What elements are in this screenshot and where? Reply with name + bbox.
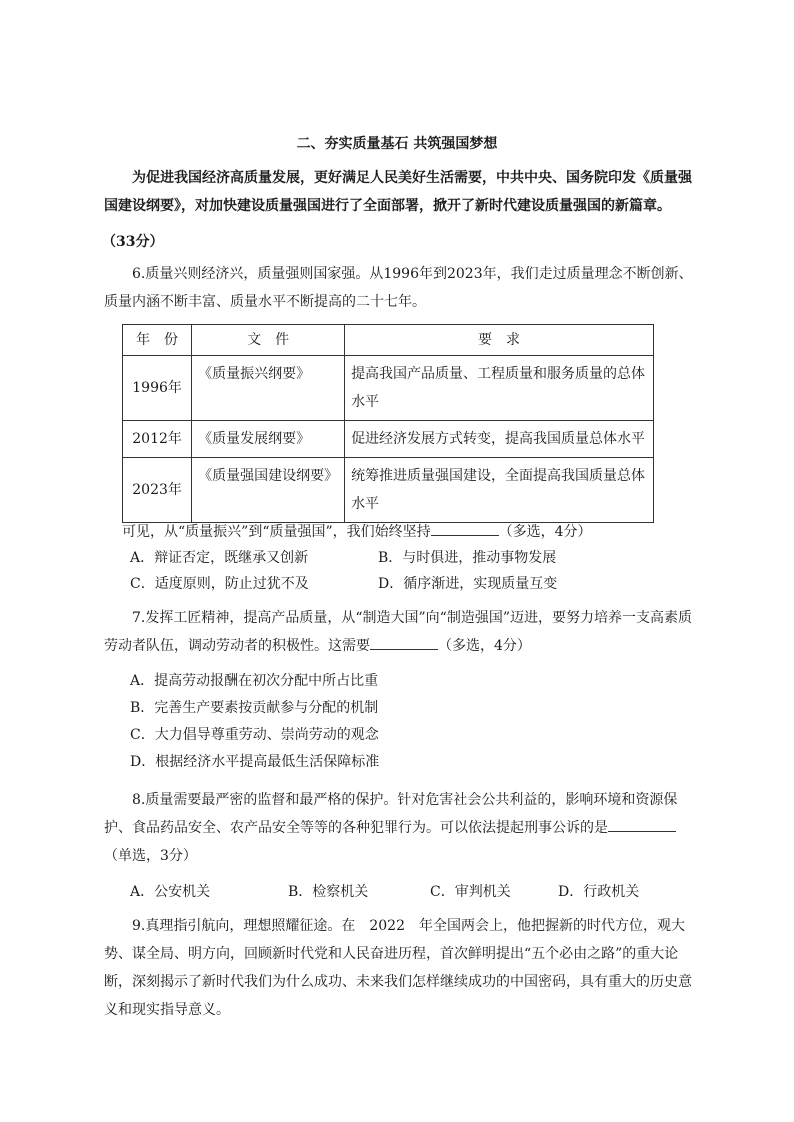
cell-document: 《质量发展纲要》 [192, 421, 345, 458]
q7-option-d[interactable]: D．根据经济水平提高最低生活保障标准 [130, 754, 380, 770]
q8-option-d[interactable]: D．行政机关 [558, 884, 640, 900]
q7-stem: 7.发挥工匠精神，提高产品质量，从“制造大国”向“制造强国”迈进，要努力培养一支高素质劳动者队伍，调动劳动者的积极性。这需要 （多选，4分） [104, 610, 692, 654]
header-requirement: 要 求 [345, 325, 654, 356]
cell-requirement: 统筹推进质量强国建设，全面提高我国质量总体水平 [345, 458, 654, 523]
q8-option-b[interactable]: B．检察机关 [288, 884, 369, 900]
q7-option-b[interactable]: B．完善生产要素按贡献参与分配的机制 [130, 700, 379, 716]
q7-option-a[interactable]: A．提高劳动报酬在初次分配中所占比重 [130, 673, 379, 689]
q6-option-b[interactable]: B．与时俱进，推动事物发展 [378, 550, 557, 566]
q6-option-d[interactable]: D．循序渐进，实现质量互变 [378, 576, 558, 592]
requirements-table [122, 324, 654, 523]
cell-requirement: 提高我国产品质量、工程质量和服务质量的总体水平 [345, 356, 654, 421]
cell-document: 《质量强国建设纲要》 [192, 458, 345, 523]
cell-year: 2023年 [123, 458, 192, 523]
section-title: 二、夯实质量基石 共筑强国梦想 [296, 136, 498, 152]
intro-score: （33分） [102, 234, 164, 250]
q6-question: 可见，从“质量振兴”到“质量强国”，我们始终坚持 （多选，4分） [122, 518, 712, 546]
q7-option-c[interactable]: C．大力倡导尊重劳动、崇尚劳动的观念 [130, 727, 379, 743]
q6-option-c[interactable]: C．适度原则，防止过犹不及 [130, 576, 309, 592]
header-document: 文 件 [192, 325, 345, 356]
answer-blank[interactable] [370, 635, 438, 650]
cell-year: 2012年 [123, 421, 192, 458]
q8-option-c[interactable]: C．审判机关 [430, 884, 511, 900]
intro-paragraph [104, 164, 694, 220]
answer-blank[interactable] [608, 817, 676, 832]
cell-year: 1996年 [123, 356, 192, 421]
q9-stem: 9.真理指引航向，理想照耀征途。在 2022 年全国两会上，他把握新的时代方位，观大势、谋全局、明方向，回顾新时代党和人民奋进历程，首次鲜明提出“五个必由之路”的重大论断，深刻揭示了新时代我们为什么成功、未来我们怎样继续成功的中国密码，具有重大的历史意义和现实指导意义。 [104, 918, 692, 1018]
q8-option-a[interactable]: A．公安机关 [130, 884, 211, 900]
answer-blank[interactable] [431, 521, 499, 536]
cell-requirement: 促进经济发展方式转变，提高我国质量总体水平 [345, 421, 654, 458]
q6-stem: 6.质量兴则经济兴，质量强则国家强。从1996年到2023年，我们走过质量理念不断创新、质量内涵不断丰富、质量水平不断提高的二十七年。 [104, 266, 693, 310]
intro-text: 为促进我国经济高质量发展，更好满足人民美好生活需要，中共中央、国务院印发《质量强国建设纲要》，对加快建设质量强国进行了全面部署，掀开了新时代建设质量强国的新篇章。 [104, 170, 692, 214]
table-row [123, 458, 654, 523]
header-year: 年 份 [123, 325, 192, 356]
table-header-row [123, 325, 654, 356]
table-row [123, 421, 654, 458]
q6-option-a[interactable]: A．辩证否定，既继承又创新 [130, 550, 309, 566]
q8-stem: 8.质量需要最严密的监督和最严格的保护。针对危害社会公共利益的，影响环境和资源保护、食品药品安全、农产品安全等等的各种犯罪行为。可以依法提起刑事公诉的是（单选，3分） [104, 792, 678, 864]
cell-document: 《质量振兴纲要》 [192, 356, 345, 421]
table-row [123, 356, 654, 421]
